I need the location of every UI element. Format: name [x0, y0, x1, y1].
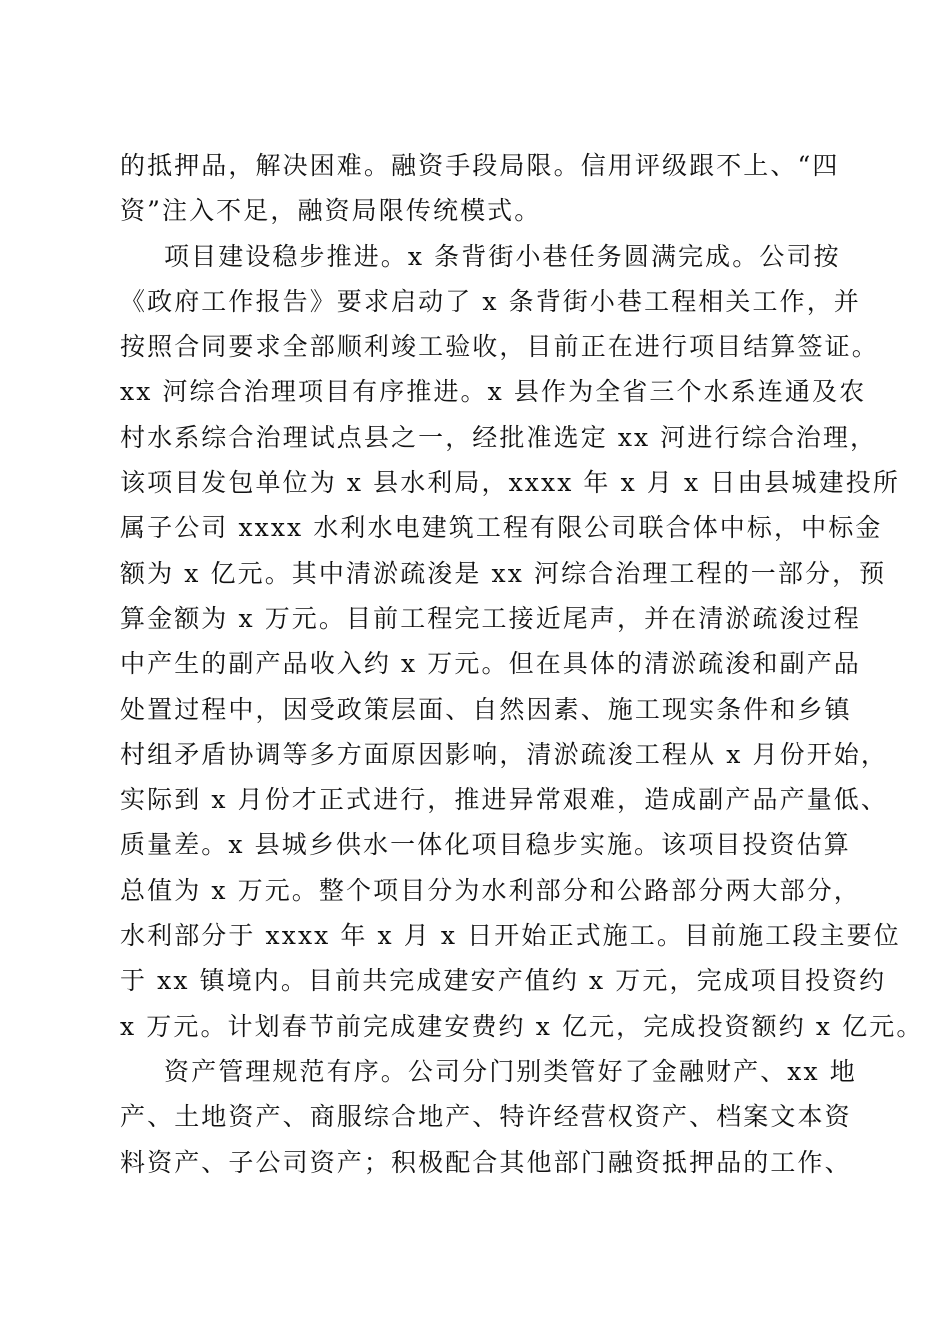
- text-line: 村水系综合治理试点县之一，经批准选定 xx 河进行综合治理，: [120, 422, 878, 452]
- text-line: 质量差。x 县城乡供水一体化项目稳步实施。该项目投资估算: [120, 830, 851, 860]
- text-line: 项目建设稳步推进。x 条背街小巷任务圆满完成。公司按: [164, 241, 841, 271]
- text-line: 资”注入不足，融资局限传统模式。: [120, 196, 542, 226]
- text-line: 实际到 x 月份才正式进行，推进异常艰难，造成副产品产量低、: [120, 785, 888, 815]
- text-line: xx 河综合治理项目有序推进。x 县作为全省三个水系连通及农: [120, 377, 867, 407]
- text-line: 产、土地资产、商服综合地产、特许经营权资产、档案文本资: [120, 1102, 852, 1132]
- text-line: 该项目发包单位为 x 县水利局，xxxx 年 x 月 x 日由县城建投所: [120, 468, 900, 498]
- text-line: 中产生的副产品收入约 x 万元。但在具体的清淤疏浚和副产品: [120, 649, 861, 679]
- text-line: 属子公司 xxxx 水利水电建筑工程有限公司联合体中标，中标金: [120, 513, 883, 543]
- text-line: 水利部分于 xxxx 年 x 月 x 日开始正式施工。目前施工段主要位: [120, 921, 901, 951]
- text-line: 资产管理规范有序。公司分门别类管好了金融财产、xx 地: [164, 1056, 857, 1086]
- text-line: 村组矛盾协调等多方面原因影响，清淤疏浚工程从 x 月份开始，: [120, 739, 888, 769]
- text-line: 于 xx 镇境内。目前共完成建安产值约 x 万元，完成项目投资约: [120, 966, 887, 996]
- text-line: 《政府工作报告》要求启动了 x 条背街小巷工程相关工作，并: [120, 286, 861, 316]
- text-line: x 万元。计划春节前完成建安费约 x 亿元，完成投资额约 x 亿元。: [120, 1011, 924, 1041]
- paragraph-financing-limits: [120, 143, 840, 234]
- text-line: 算金额为 x 万元。目前工程完工接近尾声，并在清淤疏浚过程: [120, 603, 861, 633]
- text-line: 处置过程中，因受政策层面、自然因素、施工现实条件和乡镇: [120, 694, 852, 724]
- text-line: 额为 x 亿元。其中清淤疏浚是 xx 河综合治理工程的一部分，预: [120, 558, 887, 588]
- text-line: 料资产、子公司资产；积极配合其他部门融资抵押品的工作、: [120, 1147, 852, 1177]
- paragraph-asset-management: [120, 1049, 857, 1185]
- text-line: 的抵押品，解决困难。融资手段局限。信用评级跟不上、“四: [120, 151, 840, 180]
- paragraph-project-construction: [120, 234, 924, 1049]
- document-body: [120, 143, 924, 1185]
- text-line: 总值为 x 万元。整个项目分为水利部分和公路部分两大部分，: [120, 875, 861, 905]
- text-line: 按照合同要求全部顺利竣工验收，目前正在进行项目结算签证。: [120, 332, 879, 362]
